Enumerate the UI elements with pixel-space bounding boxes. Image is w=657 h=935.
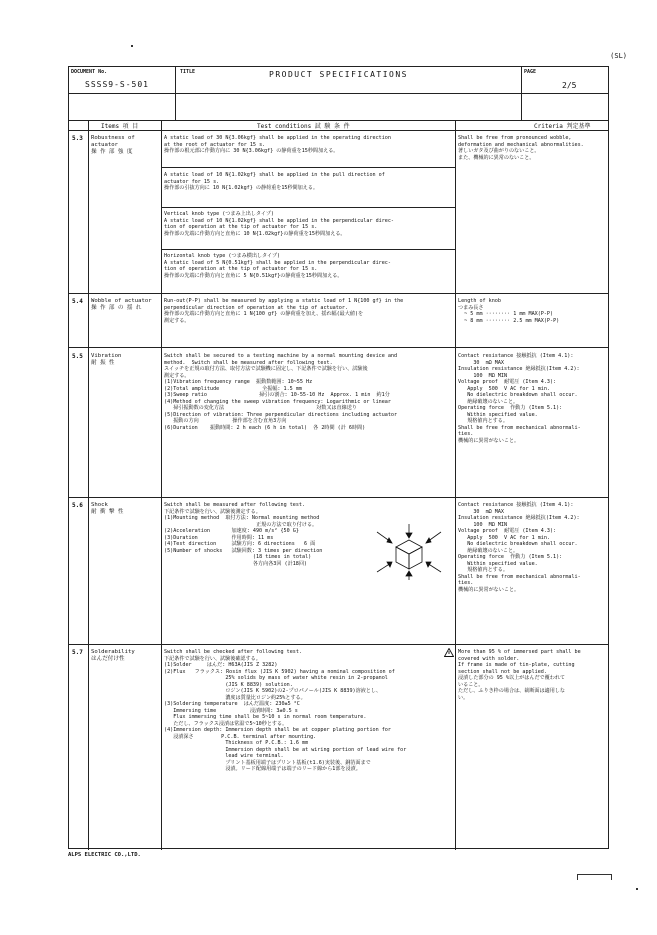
item-name: Vibration 耐 振 性 xyxy=(91,353,122,366)
title-label: TITLE xyxy=(180,69,196,75)
item-name: Shock 耐 衝 撃 性 xyxy=(91,502,124,515)
item-number: 5.5 xyxy=(72,353,83,360)
col-criteria: Criteria 判定基準 xyxy=(534,123,591,130)
criteria-text: Contact resistance 接触抵抗 (Item 4.1): 30 mΩ MAX Insulation resistance 絶縁抵抗(Item 4.2): 100 MΩ MIN Voltage proof 耐電圧 (Item 4.3): Apply 500 V AC for 1 min. No dielectric breakdown shall occur. 絶縁破壊のないこと。 Operating force 作動力 (Item 5.1): Within specified value. 規格値内とする。 Shall be free from mechanical abnormali- ties. 機械的に異常がないこと。 xyxy=(458,353,581,444)
test-condition: Vertical knob type (つまみ上出しタイプ) A static load of 10 N{1.02kgf} shall be applied in the perpendicular direc- tion of operation at the tip of actuator for 15 s. 操作部の先端に作動方向と直角に 10 N{1.02kgf}の静荷重を15秒間加える。 xyxy=(164,211,395,237)
page-cell xyxy=(521,67,609,93)
criteria-text: Contact resistance 接触抵抗 (Item 4.1): 30 mΩ MAX Insulation resistance 絶縁抵抗(Item 4.2): 100 MΩ MIN Voltage proof 耐電圧 (Item 4.3): Apply 500 V AC for 1 min. No dielectric breakdown shall occur. 絶縁破壊のないこと。 Operating force 作動力 (Item 5.1): Within specified value. 規格値内とする。 Shall be free from mechanical abnormali- ties. 機械的に異常がないこと。 xyxy=(458,502,581,593)
header-blank-row xyxy=(69,93,608,121)
criteria-text: Shall be free from pronounced wobble, deformation and mechanical abnormalities. 著しいガタ及び曲がりのないこと。 また、機械的に異常のないこと。 xyxy=(458,135,584,161)
footer-stamp-mark xyxy=(577,874,612,880)
corner-mark: (SL) xyxy=(610,52,627,60)
test-condition: A static load of 10 N{1.02kgf} shall be applied in the pull direction of actuator for 15 s. 操作部の引抜方向に 10 N{1.02kgf} の静荷重を15秒間加える。 xyxy=(164,172,385,191)
test-condition: Horizontal knob type (つまみ横出しタイプ) A static load of 5 N{0.51kgf} shall be applied in the perpendicular direc- tion of operation at the tip of actuator for 15 s. 操作部の先端に作動方向と直角に 5 N{0.51kgf}の静荷重を15秒間加える。 xyxy=(164,253,391,279)
col-items: Items 項 目 xyxy=(101,123,139,130)
column-headers xyxy=(69,120,608,131)
page-number: 2/5 xyxy=(562,81,577,90)
page-label: PAGE xyxy=(524,69,537,75)
doc-no-label: DOCUMENT No. xyxy=(71,69,108,75)
company-footer: ALPS ELECTRIC CO.,LTD. xyxy=(68,852,141,858)
criteria-text: More than 95 % of immersed part shall be covered with solder. If frame is made of tin-plate, cutting section shall not be applied. 浸漬した部分の 95 %以上がはんだで覆われて いること。 ただし、ふりき枠の場合は、裁断面は適用しな い。 xyxy=(458,649,581,701)
criteria-text: Length of knob つまみ長さ ~ 5 mm ········ 1 mm MAX(P-P) ~ 8 mm ········ 2.5 mm MAX(P-P) xyxy=(458,298,560,324)
scan-dot xyxy=(131,45,133,47)
item-name: Robustness of actuator 操 作 部 強 度 xyxy=(91,135,135,155)
doc-no-cell xyxy=(69,67,176,93)
header xyxy=(69,67,608,94)
revision-triangle-icon xyxy=(444,648,454,657)
test-condition: Switch shall be checked after following test. 下記条件で試験を行い、試験後確認する。 (1)Solder はんだ: H63A(JIS Z 3282) (2)Flux フラックス: Rosin flux (JIS K 5902) having a nominal composition of 25% solids by mass of water white resin in 2-propanol (JIS K 8839) solution. ロジン(JIS K 5902)の2-プロパノール(JIS K 8839)溶液とし、 濃度は質量比ロジン約25%とする。 (3)Soldering temperature はんだ温度: 230±5 °C Immersing time 浸漬時間: 3±0.5 s Flux immersing time shall be 5~10 s in normal room temperature. ただし、フラックス浸漬は常温で5~10秒とする。 (4)Immersion depth: Immersion depth shall be at copper plating portion for 浸漬深さ P.C.B. terminal after mounting. Thickness of P.C.B.: 1.6 mm Immersion depth shall be at wiring portion of lead wire for lead wire terminal. プリント基板用端子はプリント基板(t1.6)実装後、銅箔面まで 浸漬。リード配線用端子は端子のリード線から1部を浸漬。 xyxy=(164,649,407,772)
item-name: Solderability はんだ付け性 xyxy=(91,649,135,662)
doc-no: SSSS9-S-501 xyxy=(85,80,149,89)
test-condition: Switch shall be measured after following test. 下記条件で試験を行い、試験後測定する。 (1)Mounting method 取付方法: Normal mounting method 正規の方法で取り付ける。 (2)Acceleration 加速度: 490 m/s² {50 G} (3)Duration 作用時間: 11 ms (4)Test direction 試験方向: 6 directions 6 面 (5)Number of shocks 試験回数: 3 times per direction (18 times in total) 各方向各3回 (計18回) xyxy=(164,502,323,567)
item-number: 5.6 xyxy=(72,502,83,509)
item-name: Wobble of actuator 操 作 部 の 揺 れ xyxy=(91,298,152,311)
scan-dot xyxy=(636,888,638,890)
test-condition: A static load of 30 N{3.06kgf} shall be applied in the operating direction at the root of actuator for 15 s. 操作部の根元部に作動方向に 30 N{3.06kgf} の静荷重を15秒間加える。 xyxy=(164,135,391,154)
col-conditions: Test conditions 試 験 条 件 xyxy=(257,123,350,130)
item-number: 5.3 xyxy=(72,135,83,142)
item-number: 5.4 xyxy=(72,298,83,305)
page-title: PRODUCT SPECIFICATIONS xyxy=(269,70,408,79)
spec-document xyxy=(68,66,609,849)
shock-direction-diagram xyxy=(369,522,449,582)
test-condition: Switch shall be secured to a testing machine by a normal mounting device and method. Switch shall be measured after following test. スイッチを正規の取付方法、取付方法で試験機に固定し、下記条件で試験を行い、試験後 測定する。 (1)Vibration frequency range 振動数範囲: 10~55 Hz (2)Total amplitude 全振幅: 1.5 mm (3)Sweep ratio 掃引の割合: 10-55-10 Hz Approx. 1 min 約1分 (4)Method of changing the sweep vibration frequency: Logarithmic or linear 掃引振動数の変化方法 対数又は直線送り (5)Direction of vibration: Three perpendicular directions including actuator 振動の方向 操作部を含む直角3方向 (6)Duration 振動時間: 2 h each (6 h in total) 各 2時間 (計 6時間) xyxy=(164,353,398,431)
test-condition: Run-out(P-P) shall be measured by applying a static load of 1 N{100 gf} in the perpendicular direction of operation at the tip of actuator. 操作部の先端に作動方向と直角に 1 N{100 gf} の静荷重を加え、揺れ幅(最大値)を 測定する。 xyxy=(164,298,404,324)
item-number: 5.7 xyxy=(72,649,83,656)
